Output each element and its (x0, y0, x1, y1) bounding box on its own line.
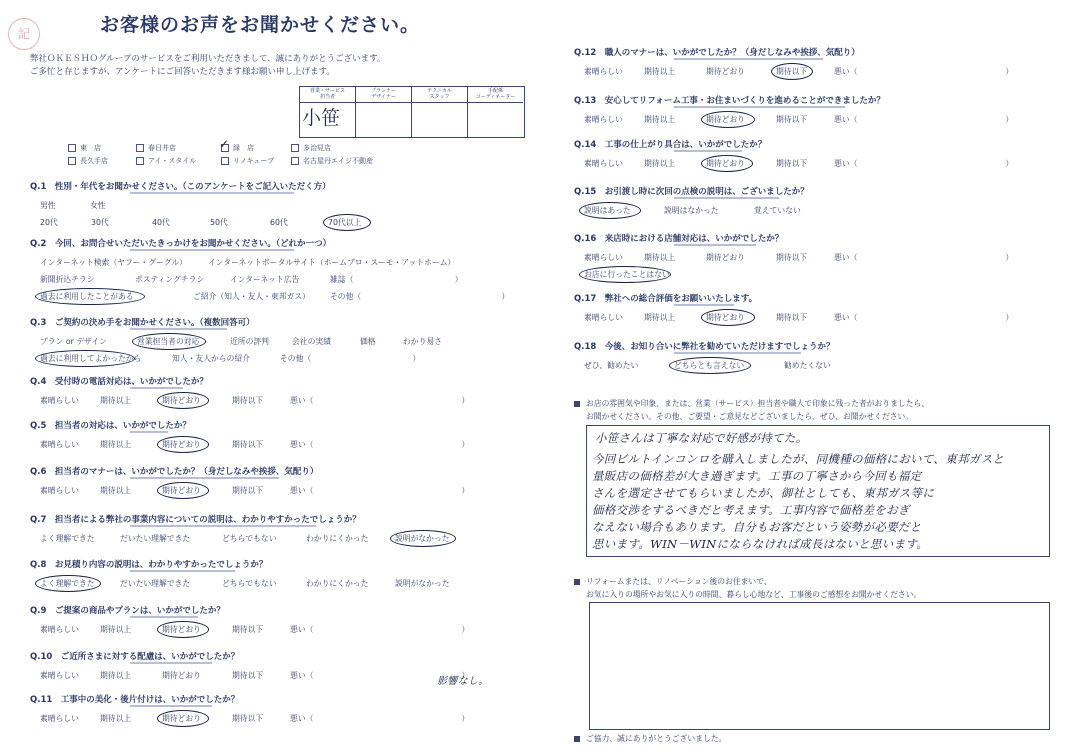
staff-cell-planner (356, 87, 412, 137)
answer-option[interactable]: 期待以上 (644, 313, 676, 322)
answer-option[interactable]: 女性 (90, 201, 106, 210)
question-label: Q.3 ご契約の決め手をお聞かせください。（複数回答可） (30, 318, 255, 328)
checkbox-icon[interactable] (291, 144, 299, 152)
answer-option[interactable]: よく理解できた (40, 579, 95, 588)
answer-option[interactable]: 期待以上 (100, 625, 132, 634)
answer-option[interactable]: 期待どおり (162, 714, 201, 723)
answer-option[interactable]: だいたい理解できた (120, 534, 191, 543)
store-option[interactable] (291, 156, 373, 166)
answer-option[interactable]: 素晴らしい (40, 625, 79, 634)
handwriting-line: さんを選定させてもらいましたが、御社としても、東邦ガス等に (592, 486, 935, 500)
answer-option[interactable]: 素晴らしい (40, 671, 79, 680)
question-underline (674, 197, 779, 199)
staff-header-technical: テクニカル スタッフ (412, 87, 467, 103)
answer-option[interactable]: 期待以下 (232, 671, 264, 680)
answer-option[interactable]: プラン or デザイン (40, 337, 107, 346)
answer-option[interactable]: 期待以下 (776, 159, 808, 168)
selected-answer-circle (157, 392, 209, 409)
answer-option[interactable]: 素晴らしい (584, 159, 623, 168)
answer-option[interactable]: 価格 (360, 337, 376, 346)
answer-option[interactable]: 男性 (40, 201, 56, 210)
staff-cell-technical (412, 87, 468, 137)
checkbox-icon[interactable] (136, 157, 144, 165)
question-label: Q.13 安心してリフォーム工事・お住まいづくりを進めることができましたか？ (574, 96, 885, 106)
footer-thanks: ご協力、誠にありがとうございました。 (574, 733, 726, 744)
comment1-prompt-line-2: お聞かせください。その他、ご要望・ご意見などございましたら、ぜひ、お聞かせください。 (586, 412, 914, 421)
question-underline (674, 352, 801, 354)
answer-option[interactable]: 営業担当者の対応 (137, 337, 200, 346)
question-underline (674, 304, 734, 306)
handwriting-line: 小笹さんは丁寧な対応で好感が持てた。 (595, 431, 808, 445)
comment2-prompt-line-2: お気に入りの場所やお気に入りの時間、暮らし心地など、工事後のご感想をお聞かせください。 (586, 590, 922, 599)
page-title: お客様のお声をお聞かせください。 (100, 14, 421, 36)
answer-option[interactable]: 素晴らしい (40, 440, 79, 449)
answer-option[interactable]: 期待以上 (644, 115, 676, 124)
answer-option[interactable]: わかりにくかった (306, 534, 369, 543)
answer-option[interactable]: 説明はなかった (664, 206, 719, 215)
answer-option[interactable]: 期待以上 (100, 486, 132, 495)
comment2-prompt-line-1: リフォームまたは、リノベーション後のお住まいで、 (574, 576, 772, 587)
checkbox-icon[interactable] (221, 157, 229, 165)
selected-answer-circle (132, 333, 206, 350)
question-label: Q.7 担当者による弊社の事業内容についての説明は、わかりやすかったでしょうか？ (30, 515, 361, 525)
answer-option[interactable]: 30代 (91, 218, 109, 227)
answer-option[interactable]: わかり易さ (403, 337, 442, 346)
answer-option[interactable]: 期待どおり (706, 67, 745, 76)
q10-handwritten-note: 影響なし。 (437, 676, 489, 687)
store-label: 東 店 (80, 144, 101, 152)
question-underline (130, 431, 168, 433)
answer-option[interactable]: 期待以下 (232, 714, 264, 723)
selected-answer-circle (157, 621, 209, 638)
staff-handwritten-name: 小笹 (302, 107, 341, 129)
question-underline (130, 328, 227, 330)
answer-option[interactable]: 素晴らしい (584, 253, 623, 262)
bullet-square-icon (574, 736, 580, 742)
answer-option[interactable]: 悪い（ ） (290, 440, 470, 449)
answer-option[interactable]: 悪い（ ） (290, 396, 470, 405)
question-underline (130, 570, 235, 572)
answer-option[interactable]: 近所の評判 (230, 337, 269, 346)
answer-option[interactable]: 知人・友人からの紹介 (172, 354, 250, 363)
selected-answer-circle (35, 575, 101, 592)
answer-option[interactable]: その他（ ） (280, 354, 421, 363)
answer-option[interactable]: 素晴らしい (584, 67, 623, 76)
answer-option[interactable]: 期待以上 (100, 714, 132, 723)
store-seal-stamp: 記 (8, 18, 40, 50)
checkbox-icon[interactable] (136, 144, 144, 152)
answer-option[interactable]: ポスティングチラシ (135, 275, 205, 284)
answer-option[interactable]: 会社の実績 (292, 337, 331, 346)
question-label: Q.18 今後、お知り合いに弊社を勧めていただけますでしょうか？ (574, 342, 835, 352)
answer-option[interactable]: 説明がなかった (395, 534, 450, 543)
answer-option[interactable]: どちらでもない (222, 534, 277, 543)
answer-option[interactable]: インターネット検索（ヤフー・グーグル） (40, 258, 187, 267)
question-underline (674, 106, 845, 108)
answer-option[interactable]: 期待以下 (776, 313, 808, 322)
question-underline (130, 662, 212, 664)
question-underline (130, 705, 212, 707)
answer-option[interactable]: 期待以上 (100, 396, 132, 405)
store-option[interactable] (68, 156, 108, 166)
selected-answer-circle (701, 309, 755, 326)
answer-option[interactable]: 悪い（ ） (290, 625, 470, 634)
store-option[interactable] (291, 143, 331, 153)
answer-option[interactable]: 覚えていない (754, 206, 801, 215)
checkbox-icon[interactable] (68, 157, 76, 165)
staff-table (299, 86, 525, 138)
store-label: 多治見店 (303, 144, 331, 152)
staff-header-sales: 営業・サービス 担当者 (300, 87, 355, 103)
answer-option[interactable]: 悪い（ ） (834, 115, 1014, 124)
store-checkmark-icon: ✓ (219, 137, 230, 151)
answer-option[interactable]: 20代 (40, 218, 58, 227)
answer-option[interactable]: だいたい理解できた (120, 579, 191, 588)
answer-option[interactable]: 期待どおり (162, 486, 201, 495)
store-label: 緑 店 (233, 144, 254, 152)
answer-option[interactable]: 素晴らしい (584, 313, 623, 322)
handwriting-line: 価格交渉をするべきだと考えます。工事内容で価格差をおぎ (592, 503, 910, 517)
answer-option[interactable]: 期待以下 (232, 625, 264, 634)
answer-option[interactable]: わかりにくかった (306, 579, 369, 588)
answer-option[interactable]: 期待以下 (232, 486, 264, 495)
answer-option[interactable]: 新聞折込チラシ (40, 275, 95, 284)
answer-option[interactable]: 70代以上 (328, 218, 362, 227)
question-label: Q.16 来店時における店舗対応は、いかがでしたか？ (574, 234, 784, 244)
question-label: Q.12 職人のマナーは、いかがでしたか？（身だしなみや挨拶、気配り） (574, 48, 860, 58)
intro-line-2: ご多忙と存じますが、アンケートにご回答いただきます様お願い申し上げます。 (30, 67, 335, 77)
store-label: リノキューブ (233, 157, 275, 165)
answer-option[interactable]: 60代 (270, 218, 288, 227)
answer-option[interactable]: 悪い（ ） (834, 313, 1014, 322)
bullet-square-icon (574, 579, 580, 585)
selected-answer-circle (579, 266, 671, 283)
answer-option[interactable]: 悪い（ ） (290, 486, 470, 495)
selected-answer-circle (157, 482, 209, 499)
answer-option[interactable]: 悪い（ ） (290, 714, 470, 723)
answer-option[interactable]: 期待以上 (644, 253, 676, 262)
answer-option[interactable]: 期待どおり (162, 396, 201, 405)
answer-option[interactable]: 期待以下 (232, 440, 264, 449)
answer-option[interactable]: 悪い（ ） (834, 67, 1014, 76)
answer-option[interactable]: 期待どおり (706, 159, 745, 168)
answer-option[interactable]: 50代 (210, 218, 228, 227)
answer-option[interactable]: ご紹介（知人・友人・東邦ガス） (193, 292, 310, 301)
handwriting-line: 量販店の価格差が大き過ぎます。工事の丁寧さから今回も福定 (592, 469, 922, 483)
question-label: Q.2 今回、お問合せいただいたきっかけをお聞かせください。（どれか一つ） (30, 239, 332, 249)
question-label: Q.9 ご提案の商品やプランは、いかがでしたか？ (30, 606, 225, 616)
question-underline (130, 616, 198, 618)
staff-header-coordinator: 手配係 コーディネーター (468, 87, 523, 103)
question-label: Q.15 お引渡し時に次回の点検の説明は、ございましたか？ (574, 187, 809, 197)
handwriting-line: 今回ビルトインコンロを購入しましたが、同機種の価格において、東邦ガスと (592, 452, 1005, 466)
answer-option[interactable]: 期待どおり (162, 671, 201, 680)
selected-answer-circle (771, 63, 813, 80)
staff-header-planner: プランナー デザイナー (356, 87, 411, 103)
answer-option[interactable]: 期待以上 (644, 67, 676, 76)
answer-option[interactable]: 期待以下 (232, 396, 264, 405)
question-label: Q.1 性別・年代をお聞かせください。（このアンケートをご記入いただく方） (30, 182, 331, 192)
store-option[interactable] (68, 143, 101, 153)
answer-option[interactable]: 説明がなかった (395, 579, 450, 588)
handwriting-line: なえない場合もあります。自分もお客だという姿勢が必要だと (592, 520, 922, 534)
selected-answer-circle (701, 155, 753, 172)
answer-option[interactable]: 期待以下 (776, 67, 808, 76)
store-option[interactable] (136, 156, 196, 166)
selected-answer-circle (157, 436, 209, 453)
store-label: アイ・スタイル (148, 157, 197, 165)
answer-option[interactable]: 勧めたくない (784, 361, 831, 370)
question-underline (130, 525, 316, 527)
question-underline (130, 249, 294, 251)
answer-option[interactable]: 期待どおり (706, 313, 745, 322)
selected-answer-circle (579, 202, 641, 219)
selected-answer-circle (701, 111, 755, 128)
answer-option[interactable]: 素晴らしい (40, 486, 79, 495)
answer-option[interactable]: どちらとも言えない (674, 361, 745, 370)
question-label: Q.10 ご近所さまに対する配慮は、いかがでしたか？ (30, 652, 240, 662)
answer-option[interactable]: 期待どおり (162, 625, 201, 634)
answer-option[interactable]: 期待以上 (100, 440, 132, 449)
selected-answer-circle (323, 214, 371, 231)
answer-option[interactable]: 期待どおり (706, 253, 745, 262)
checkbox-icon[interactable] (68, 144, 76, 152)
question-label: Q.17 弊社への総合評価をお願いいたします。 (574, 294, 758, 304)
comment1-prompt-line-1: お店の雰囲気や印象、または、営業（サービス）担当者や職人で印象に残った者がおりましたら、 (574, 398, 929, 409)
answer-option[interactable]: お店に行ったことはない (584, 270, 670, 279)
answer-option[interactable]: どちらでもない (222, 579, 277, 588)
store-label: 名古屋丹エイジ不動産 (303, 157, 373, 165)
answer-option[interactable]: 雑誌（ ） (330, 275, 463, 284)
answer-option[interactable]: インターネットポータルサイト（ホームプロ・スーモ・アットホーム） (208, 258, 456, 267)
question-underline (130, 387, 183, 389)
answer-option[interactable]: 悪い（ ） (834, 159, 1014, 168)
answer-option[interactable]: 期待以上 (100, 671, 132, 680)
staff-cell-sales (300, 87, 356, 137)
checkbox-icon[interactable] (291, 157, 299, 165)
question-underline (130, 192, 294, 194)
selected-answer-circle (157, 710, 209, 727)
answer-option[interactable]: 悪い（ ） (290, 671, 470, 680)
staff-cell-coordinator (468, 87, 523, 137)
answer-option[interactable]: 過去に利用したことがある (40, 292, 134, 301)
answer-option[interactable]: 期待どおり (706, 115, 745, 124)
bullet-square-icon (574, 401, 580, 407)
store-option[interactable] (136, 143, 176, 153)
question-underline (674, 244, 756, 246)
answer-option[interactable]: 40代 (152, 218, 170, 227)
answer-option[interactable]: 期待以下 (776, 115, 808, 124)
selected-answer-circle (35, 288, 145, 305)
answer-option[interactable]: 説明はあった (584, 206, 631, 215)
question-underline (674, 150, 742, 152)
selected-answer-circle (35, 350, 135, 367)
question-label: Q.4 受付時の電話対応は、いかがでしたか？ (30, 377, 208, 387)
answer-option[interactable]: ぜひ、勧めたい (584, 361, 639, 370)
question-label: Q.6 担当者のマナーは、いかがでしたか？（身だしなみや挨拶、気配り） (30, 467, 319, 477)
answer-option[interactable]: 期待以上 (644, 159, 676, 168)
answer-option[interactable]: 過去に利用してよかったから (40, 354, 142, 363)
question-label: Q.11 工事中の美化・後片付けは、いかがでしたか？ (30, 695, 240, 705)
selected-answer-circle (390, 530, 456, 547)
store-label: 春日井店 (148, 144, 176, 152)
store-option[interactable] (221, 156, 274, 166)
store-label: 長久手店 (80, 157, 108, 165)
answer-option[interactable]: 素晴らしい (40, 714, 79, 723)
intro-line-1: 弊社ＯＫＥＳＨＯグループのサービスをご利用いただきまして、誠にありがとうございます。 (30, 54, 386, 64)
answer-option[interactable]: 期待以下 (776, 253, 808, 262)
comment2-box[interactable] (589, 602, 1050, 730)
answer-option[interactable]: その他（ ） (330, 292, 510, 301)
selected-answer-circle (669, 357, 751, 374)
question-underline (674, 58, 823, 60)
handwriting-line: 思います。WIN－WINにならなければ成長はないと思います。 (592, 537, 929, 551)
answer-option[interactable]: 素晴らしい (40, 396, 79, 405)
answer-option[interactable]: よく理解できた (40, 534, 95, 543)
answer-option[interactable]: 素晴らしい (584, 115, 623, 124)
answer-option[interactable]: 悪い（ ） (834, 253, 1014, 262)
answer-option[interactable]: 期待どおり (162, 440, 201, 449)
question-label: Q.14 工事の仕上がり具合は、いかがでしたか？ (574, 140, 767, 150)
answer-option[interactable]: インターネット広告 (230, 275, 300, 284)
question-label: Q.8 お見積り内容の説明は、わかりやすかったでしょうか？ (30, 560, 268, 570)
question-underline (130, 477, 279, 479)
question-label: Q.5 担当者の対応は、いかがでしたか？ (30, 421, 191, 431)
